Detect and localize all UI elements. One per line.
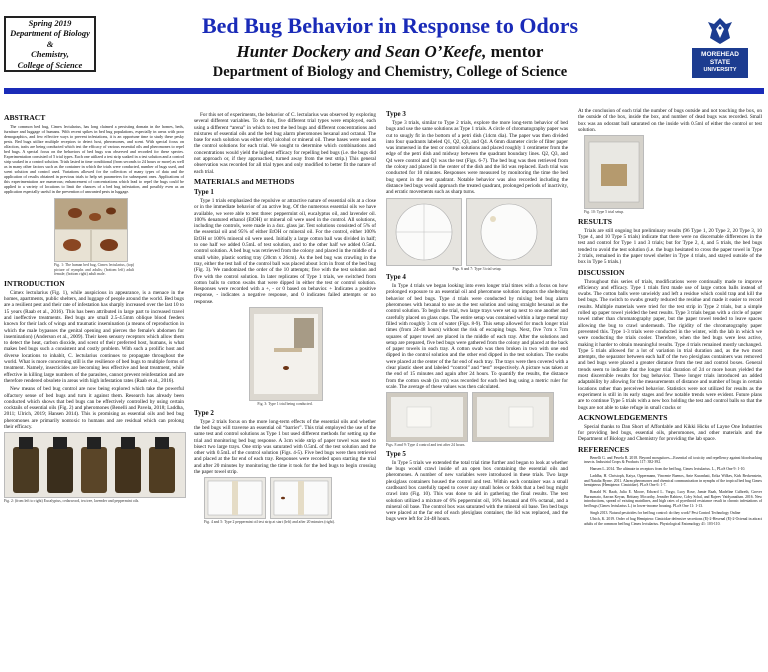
eagle-logo-icon — [706, 16, 734, 46]
type3-figures — [386, 198, 568, 266]
fig45-caption: Fig. 4 and 5: Type 2 peppermint oil test strip at start (left) and after 20 minutes (right). — [204, 520, 335, 525]
abstract-heading: ABSTRACT — [4, 113, 46, 122]
type5-heading: Type 5 — [386, 449, 406, 458]
intro-paragraph-1: Cimex lectularius (Fig. 1), while auspicious in appearance, is a menace in the homes, apartments, public shelters, and luggage of people around the world. Bed bugs are a resilient pest and their rate of infestation has sharply increased over the last 10 to 15 years (Raab et al., 2016). This has been attributed in large part to increased travel and ineffective treatments. Bed bugs are small 2.5-4.5mm oblique blood feeders known for their lack of wings and traumatic insemination (a means of reproduction in which the male bypasses the genital opening and pierces the female's abdomen for insemination) (Anderson et al., 2009). Their keen sensory receptors which allow them to detect the heat, carbon dioxide, and scent of their preferred host, humans, is what makes bed bugs such a consistent and costly problem. With such a prolific host and diverse locations to inhabit, C. lectularius continues to propagate throughout the world. What is more concerning still is the resilience of bed bugs to multiple forms of treatment. Namely, insecticides are becoming less effective and heat treatment, while effective in killing large numbers of the parasites, cannot prevent reinfestation and are therefore rendered obsolete in areas with high infestation rates (Raab et al., 2016). — [4, 289, 184, 384]
poster-header — [0, 0, 768, 90]
methods-heading: MATERIALS and METHODS — [194, 176, 295, 186]
essential-oils-photo — [5, 433, 185, 497]
type5-text: In Type 5 trials we extended the total trial time further and began to look at whether the bugs would crawl inside of an open box containing the essential oils and pheromones. A number of new variables were introduced in these trials. Two large plexiglass containers housed the control and test. Within each container was a small cardboard box carefully taped to cover any small holes or folds that a bed bug might crawl into (Fig. 10). This was done to aid in gathering the final results. The test solution utilized a mixture of 6% peppermint oil, 16% hexanal and 6% octanal, and a mineral oil base. The control box was saturated with the mineral oil base. Ten bed bugs were placed at the far end of each plexiglass container, the lid was replaced, and the bugs were left for 24-48 hours. — [386, 459, 568, 523]
reference-item: Benelli G. and Pavela R. 2018. Beyond mosquitoes—Essential oil toxicity and repellency against bloodsucking insects. Industrial Crops & Products 117: 382-392. — [584, 455, 762, 465]
type2-figures — [204, 477, 376, 519]
column-4 — [578, 108, 762, 529]
type2-heading: Type 2 — [194, 408, 214, 417]
type3-dish-figure-1 — [386, 198, 462, 266]
bed-bug-figure — [54, 198, 128, 262]
type2-after-photo — [271, 478, 331, 518]
fig2-caption: Fig. 2: (from left to right) Eucalyptus, cedarwood, tea tree, lavender and peppermint oils. — [4, 499, 140, 504]
reference-item: Ronald W. Raab, Julia E. Moore, Edward L. Vargo, Lucy Rose, Jamie Raab, Madeline Culbreth, Grover Burzumato, Aarran Keyan, Brittany Mccarthy, Jennifer Rabirez, Coby Schal, and Rajeev Vaidyanathan. 2016. New introductions, spread of existing matrilines, and high rates of pyrethroid resistance result in chronic infestations of bed bugs (Cimex lectularius L.) in lower-income housing. PLoS One 11: 1-13. — [584, 489, 762, 509]
type4-tray-photo — [473, 393, 553, 441]
intro-paragraph-3: For this set of experiments, the behavior of C. lectularius was observed by exploring several different variables. To do this, five different trial types were employed, each using a different “arena” in which to test the bed bugs and different concentrations and mixtures of essential oils and the bed bug alarm pheromones hexanal and octanal. The base for each solution was either ethyl alcohol or mineral oil. These bases were used as the control solutions for each trial. We sought to determine which combinations and concentrations would yield the highest efficacy for repelling bed bugs (i.e. the bugs did not approach or, if they approached, turned away from the test strip.) This general observation was recorded for all trial types and only modified to better fit the nature of each trial. — [194, 112, 376, 175]
logo-line-2: UNIVERSITY — [703, 67, 737, 73]
petri-dish-photo — [387, 199, 461, 265]
essential-oils-figure — [4, 432, 186, 498]
logo-line-1: MOREHEAD STATE — [701, 51, 739, 66]
type3-heading: Type 3 — [386, 110, 406, 118]
type4-test-figure — [472, 392, 554, 442]
column-3 — [386, 108, 568, 525]
acknowledgements-heading: ACKNOWLEDGEMENTS — [578, 412, 668, 422]
fig1-caption: Fig. 1: The human bed bug, Cimex lectularius, (top) picture of nymphs and adults; (bottom left) adult female; (bottom right) adult male. — [54, 263, 134, 277]
type2-after-figure — [270, 477, 332, 519]
poster-authors — [110, 42, 670, 61]
fig89-caption: Figs. 8 and 9: Type 4 control and test after 24 hours. — [386, 443, 466, 448]
reference-item: Ulrich, K. 2019. Order of bug Hemiptera: Cimicidae defensive secretions (E)-2-Hexenal (E)-2-Octenal in attract adults of the common bed bug Cimex lectularius. Physiological Entomology 41: 103-110. — [584, 517, 762, 527]
term-line: Spring 2019 — [28, 17, 72, 28]
university-logo — [692, 16, 748, 80]
references-heading: REFERENCES — [578, 444, 630, 454]
column-1 — [4, 112, 184, 506]
introduction-heading: INTRODUCTION — [4, 278, 65, 288]
type2-start-figure — [204, 477, 266, 519]
type5-continued-text: At the conclusion of each trial the number of bugs outside and not touching the box, on the outside of the box, inside the box, and number of dead bugs was recorded. Small box was an odorant ball saturated on the inside with 0.5ml of either the control or test solution. — [578, 108, 762, 133]
bed-bug-photo — [55, 199, 127, 261]
fig10-caption: Fig. 10: Type 5 trial setup. — [584, 210, 625, 215]
column-2 — [194, 112, 376, 527]
header-rule — [4, 88, 764, 94]
term-line: College of Science — [17, 59, 83, 70]
university-wordmark — [692, 48, 748, 78]
fig67-caption: Figs. 6 and 7: Type 3 trial setup. — [452, 266, 502, 271]
type3-dish-figure-2 — [466, 198, 552, 266]
type5-figure — [584, 135, 644, 209]
type1-figure — [249, 307, 323, 401]
reference-item: Laddha, H. Christoph, Kaiya, Oppermann, Vincente Buenos, Ante Kuranhati, Erika Wilkes, Kirk Beckenstein, and Natalia Byrne. 2011. Alarm pheromones and chemical communication in nymphs of the tropical bed bug Cimex hemipterus (Hemiptera: Cimicidae). PLoS One 6: 1-7. — [584, 473, 762, 488]
type4-tray-photo — [387, 393, 467, 441]
type1-trial-photo — [250, 308, 322, 400]
reference-item: Hansen L. 2014. The ultimate in receptors from the bed bug, Cimex lectularius. L., PLoS One 9: 1-10. — [590, 467, 746, 472]
type2-start-photo — [205, 478, 265, 518]
poster-title: Bed Bug Behavior in Response to Odors — [201, 13, 579, 38]
discussion-heading: DISCUSSION — [578, 267, 625, 277]
results-text: Trials are still ongoing but preliminary results (96 Type 1, 20 Type 2, 20 Type 3, 10 Type 4, and 10 Type 5 trials) indicate that there were no discernable differences in the test and control for Type 1 and 3 trials; but for Type 2, 4, and 5 trials, the bed bugs tended to avoid the test solution (i.e. the bugs hesitated to cross the paper towel in Type 2 trials, remained in the paper towel shelter in Type 4 trials, and stayed outside of the box in Type 5 trials.) — [578, 227, 762, 266]
type4-control-figure — [386, 392, 468, 442]
mentor-label: mentor — [490, 42, 544, 61]
intro-paragraph-2: New means of bed bug control are now being explored which take the powerful olfactory sense of bed bugs and turn it against them. Research has already been conducted which shows that bed bugs can be effectively controlled by using certain cocktails of essential oils (Fig. 2) and pheromones (Benelli and Pavela, 2018; Laddha, 2011; Ulrich, 2019; Hansen 2014). This is promising as essential oils and bed bug pheromones are primarily nontoxic to humans and are residual which can prolong their efficacy. — [4, 386, 184, 431]
acknowledgements-text: Special thanks to Dan Short of Affordable and Kikki Hicks of Layne One Industries for providing bed bugs, essential oils, pheromones, and other materials and the Department of Biology and Chemistry for providing the lab space. — [578, 423, 762, 443]
term-line: Chemistry, — [31, 49, 69, 60]
reference-item: Singh 2013. Natural pesticides for bed bug control: do they work? Pest Control Technology Online — [590, 510, 741, 515]
type5-box-photo — [585, 136, 643, 208]
type1-heading: Type 1 — [194, 187, 214, 196]
type2-text: Type 2 trials focus on the more long-term effects of the essential oils and whether the bed bugs will traverse an essential oil “barrier”. This trial employed the use of the same test and control solutions as Type 1 but used different methods for setting up the trial and monitoring bed bug response. A 3cm wide strip of paper towel was used to bisect two large trays. One strip was saturated with 0.5mL of the test solution and the other with 0.5mL of the control solution (Figs. 4-5). Five bed bugs were then retrieved and placed at the far end of each tray. Responses were recorded upon starting the trial and after 20 minutes by monitoring the time it took for the bed bugs to begin crossing the paper towel strip. — [194, 418, 376, 475]
petri-dish-photo — [467, 199, 551, 265]
poster-department: Department of Biology and Chemistry, College of Science — [212, 64, 568, 80]
type3-text: Type 3 trials, similar to Type 2 trials, explore the more long-term behavior of bed bugs and use the same solutions as Type 1 trials. A circle of chromatography paper was cut to snugly fit in the bottom of a petri dish (14cm dia). The paper was then divided into four quadrants labeled Q1, Q2, Q3, and Q4. A 6mm diameter circle of filter paper was immersed in the test or control solutions and placed roughly 1 centimeter from the edge of the petri dish and midway between the quadrant boundary lines. Q2, Q3, and Q4 were control and Q1 was the test (Figs. 6-7). The bed bug was then retrieved from the colony and placed in the center of the dish and the lid was replaced. Each trial was conducted for 10 minutes. Responses were measured by monitoring the time the bed bug spent in the test quadrant. Notable behavior was also recorded including the distance bed bugs would approach the treated quadrant, prolonged periods of inactivity, and erratic movements such as sharp turns. — [386, 120, 568, 196]
type4-heading: Type 4 — [386, 273, 406, 282]
results-heading: RESULTS — [578, 216, 612, 226]
fig3-caption: Fig. 3: Type 1 trial being conducted. — [257, 402, 313, 407]
type4-figures — [386, 392, 568, 442]
type1-text: Type 1 trials emphasized the repulsive or attractive nature of essential oils at a close or in the immediate behavior of an active bug. Of the numerous essential oils we have available, we were able to test three: peppermint oil, eucalyptus oil, and lavender oil. 100% denatured ethanol (EtOH) or mineral oil were used in the control. All solutions, including the controls, were made in a 4oz. glass jar. Test solutions consisted of 5% of the essential oil and 95% of either EtOH or mineral oil. For the control, either 100% EtOH or 100% mineral oil were used. Initially a large cotton ball was divided in half; to one half we added 0.5mL of test solution, and to the other half we added 0.5mL control solution. A bed bug was retrieved from the colony and placed in the middle of a small white, plastic sorting tray (20cm x 26cm). As the bed bug was crawling in the tray, either the test ball of the control ball was placed about 1cm in front of the bed bug (Fig. 3). We randomized the order of the 10 attempts; five with the test solution and five with the control solution. In later replicates of Type 1 trials, we switched from cotton balls to cotton swabs that were dipped in either the test or control solution. Responses were recorded with a +, - or 0 based on behavior. + Indicates a positive response, - indicates a negative response, and 0 indicates failed attempts or no response. — [194, 197, 376, 305]
type4-text: In Type 4 trials we began looking into even longer trial times with a focus on how prolonged exposure to an essential oil and pheromone solution impacts the sheltering behavior of bed bugs. Type 4 trials were conducted by mixing bed bug alarm pheromones with hexanal to use as the test solution and using straight hexanal as the control solution. To begin the trial, two large trays were set up next to one another and carefully placed on glass cups. The entire setup was contained within a large metal tray filled with roughly 3 cm of water (Figs. 8-9). This setup allowed for much longer trial times (from 24-48 hours) without the risk of escaping bugs. Next, five 7cm x 7cm squares of paper towel are placed in the middle of each tray. After the solutions and setup are prepared, five bed bugs were gathered from the colony and placed at the back of paper towels in each tray. A cotton swab was then broken in two with one end dipped in the control solution and the other end dipped in the test solution. The swabs were placed at the center of the far end of each tray. The trays were then covered with a clear plastic sheet and labeled “control” and “test” respectively. A picture was taken at the end of 15 minutes and again after 24 hours. To quantify the results, the distance from the cotton swab (in cm) was recorded for each bed bug using a metric ruler for scale. The average of these values was then calculated. — [386, 283, 568, 390]
abstract-text: The common bed bug, Cimex lectularius, has long claimed a persisting domain in the homes, beds, furniture and luggage of humans. With recent spikes in bed bug populations, especially in areas with poor demographics, and few effective ways to prevent infestations, it is an opportune time to study these pesky pests. Bed bugs utilize multiple receptors to detect host, pheromones, and scent. With special focus on olfaction, traits are being conducted which test the efficacy of various essential oils and pheromones to repel bed bugs. A special focus on the behaviors of bed bugs was observed and recorded for these species. Experimentation consisted of 5 trial types. Each one utilized a test strip soaked in a test solution and a control strip soaked in a control solution. Trials lasted in time conditional (from seconds to 24 hours or more) as well as in many other factors such as the container in which the trials were conducted, number of bugs used, and scent solution and control used. Variations allowed for the collection of many types of data and the application of results obtained in previous trials to help set parameters for subsequent ones. Applications of this experimentation are numerous; enhancement of concentrations which lead to repel the bugs could be applied to a variety of locations to limit the chances of a bed bug infestation, and possibly even as an application especially useful in the prevention of unwanted pests in luggage. — [4, 124, 184, 194]
term-box — [4, 16, 96, 72]
discussion-text: Throughout this series of trials, modifications were continually made to improve efficiency and efficacy. Type 1 trials first made use of large cotton balls instead of swabs. The cotton balls were unwieldy and left a residue which could trap and kill the bed bugs. The switch to swabs greatly reduced the residue and made it easier to record results. Multiple materials were tried for the test strip in Type 2 trials, but a simple rolled up paper towel yielded the best results. Type 3 trials began with a circle of paper towel rather than chromatography paper, but the paper towel tended to leave spaces allowing the bug to crawl underneath. The rigidity of the chromatography paper prevented this. Type 1-3 trials were conducted in the winter, with the lab in which we were conducting the trials cooler. Therefore, when the bed bugs were less active, making it harder to obtain meaningful results. Type 4 trials remained mostly unchanged. Type 5 trials allowed for a lot of variation in trial duration and, as the two most attempts, the separator between each half of the two plexiglass containers was removed and bed bugs were placed a greater distance from the test and control boxes. General trends seem to indicate that the longer trial duration of 24 or more hours yielded the most discernible results for bug behavior. These longer trials introduced an added adaptability by allowing for the measurements of distance and number of bugs in certain locations rather than perceived behavior. Statistics were not utilized for results as the experiment is still in its early stages and few notable trends were evident. Future plans are to continue Type 5 trials with a new box holding the test and control balls so that the bugs are not able to take refuge in small cracks or — [578, 278, 762, 411]
author-names: Hunter Dockery and Sean O’Keefe, — [236, 42, 487, 61]
term-line: Department of Biology & — [10, 28, 90, 49]
